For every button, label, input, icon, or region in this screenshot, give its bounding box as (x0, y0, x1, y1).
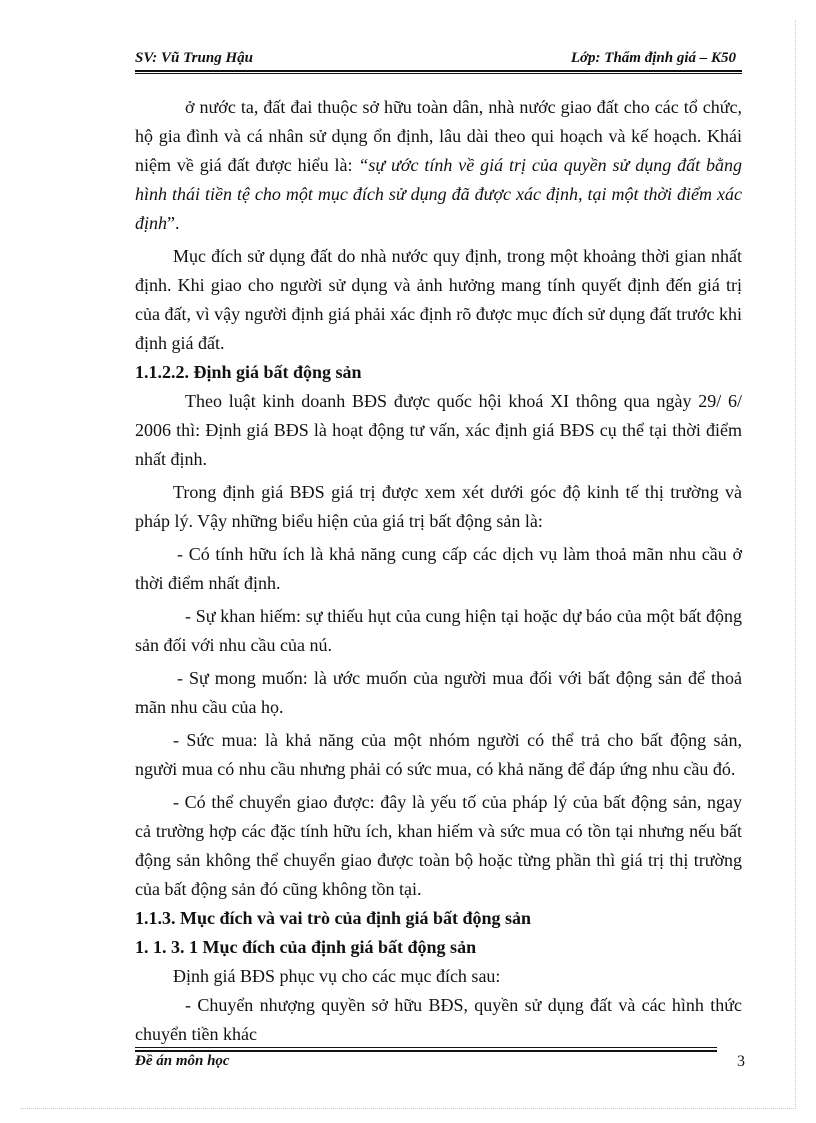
heading-1-1-3: 1.1.3. Mục đích và vai trò của định giá bất động sản (135, 908, 532, 928)
document-body (135, 93, 742, 1049)
quote-end: ”. (167, 213, 180, 233)
paragraph-law: Theo luật kinh doanh BĐS được quốc hội khoá XI thông qua ngày 29/ 6/ 2006 thì: Định giá BĐS là hoạt động tư vấn, xác định giá BĐS cụ thể tại thời điểm nhất định. (135, 391, 742, 469)
bullet-transferability: - Có thể chuyển giao được: đây là yếu tố của pháp lý của bất động sản, ngay cả trường hợp các đặc tính hữu ích, khan hiếm và sức mua có tồn tại nhưng nếu bất động sản không thể chuyển giao được toàn bộ hoặc từng phần thì giá trị thị trường của bất động sản đó cũng không tồn tại. (135, 792, 742, 899)
page-footer (135, 1053, 745, 1073)
page-number: 3 (737, 1053, 745, 1070)
header-rule-thin (135, 73, 742, 74)
footer-rule-thin (135, 1047, 717, 1048)
header-student: SV: Vũ Trung Hậu (135, 50, 253, 66)
page-header (135, 50, 742, 70)
bullet-usefulness: - Có tính hữu ích là khả năng cung cấp các dịch vụ làm thoả mãn nhu cầu ở thời điểm nhất định. (135, 544, 742, 593)
header-rule (135, 70, 742, 72)
paragraph-value-aspects: Trong định giá BĐS giá trị được xem xét dưới góc độ kinh tế thị trường và pháp lý. Vậy những biểu hiện của giá trị bất động sản là: (135, 482, 742, 531)
paragraph-land-use-purpose: Mục đích sử dụng đất do nhà nước quy định, trong một khoảng thời gian nhất định. Khi giao cho người sử dụng và ảnh hưởng mang tính quyết định đến giá trị của đất, vì vậy người định giá phải xác định rõ được mục đích sử dụng đất trước khi định giá đất. (135, 246, 742, 353)
footer-rule (135, 1050, 717, 1052)
bullet-purchasing-power: - Sức mua: là khả năng của một nhóm người có thể trả cho bất động sản, người mua có nhu cầu nhưng phải có sức mua, có khả năng để đáp ứng nhu cầu đó. (135, 730, 742, 779)
definition-quote: “sự ước tính về giá trị của quyền sử dụng đất bằng hình thái tiền tệ cho một mục đích sử dụng đã được xác định, tại một thời điểm xác định (135, 155, 742, 233)
heading-1-1-3-1: 1. 1. 3. 1 Mục đích của định giá bất động sản (135, 937, 477, 957)
bullet-scarcity: - Sự khan hiếm: sự thiếu hụt của cung hiện tại hoặc dự báo của một bất động sản đối với nhu cầu của nú. (135, 606, 742, 655)
heading-1-1-2-2: 1.1.2.2. Định giá bất động sản (135, 362, 362, 382)
paragraph-land-price (135, 93, 742, 238)
bullet-transfer-ownership: - Chuyển nhượng quyền sở hữu BĐS, quyền sử dụng đất và các hình thức chuyển tiền khác (135, 995, 742, 1044)
paragraph-text: ở nước ta, đất đai thuộc sở hữu toàn dân, nhà nước giao đất cho các tổ chức, hộ gia đình và cá nhân sử dụng ổn định, lâu dài theo qui hoạch và kế hoạch. Khái niệm về giá đất được hiểu là: (135, 97, 742, 175)
header-class: Lớp: Thẩm định giá – K50 (570, 50, 736, 66)
bullet-desire: - Sự mong muốn: là ước muốn của người mua đối với bất động sản để thoả mãn nhu cầu của họ. (135, 668, 742, 717)
footer-title: Đề án môn học (135, 1053, 230, 1069)
paragraph-purposes-intro: Định giá BĐS phục vụ cho các mục đích sau: (173, 966, 501, 986)
